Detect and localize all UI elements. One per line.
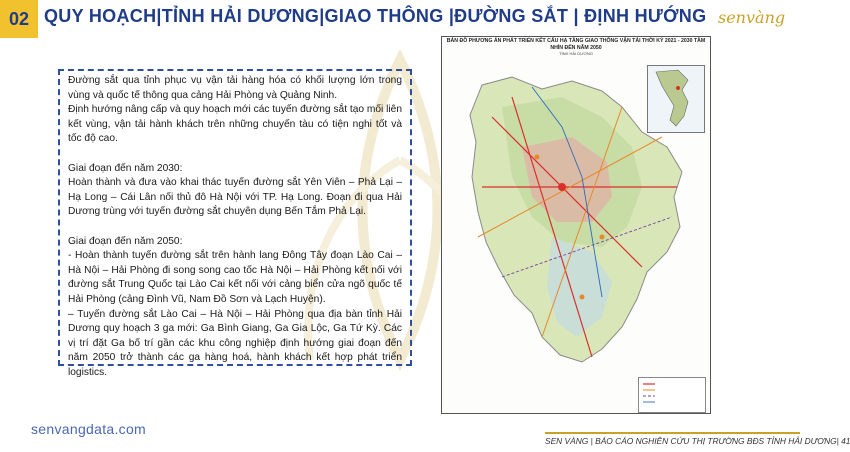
footer-bar	[545, 432, 850, 452]
website-url[interactable]: senvangdata.com	[31, 421, 147, 437]
logo-text: senvàng	[718, 8, 786, 27]
map-title: BẢN ĐỒ PHƯƠNG ÁN PHÁT TRIỂN KẾT CẤU HẠ TẦNG GIAO THÔNG VẬN TẢI THỜI KỲ 2021 - 2030 TẦM NHÌN ĐẾN NĂM 2050	[446, 38, 706, 51]
footer-caption: SEN VÀNG | BÁO CÁO NGHIÊN CỨU THỊ TRƯỜNG BĐS TỈNH HẢI DƯƠNG| 41	[545, 436, 850, 446]
map-legend	[638, 377, 706, 413]
phase-2030-heading: Giai đoạn đến năm 2030:	[68, 162, 183, 174]
phase-2050-item-1: - Hoàn thành tuyến đường sắt trên hành lang Đông Tây đoạn Lào Cai – Hà Nội – Hải Phòng đi song song cao tốc Hà Nội – Hải Phòng kết nối với đường sắt Trung Quốc tại Lào Cai kết nối với cảng biển cửa ngõ quốc tế Hải Phòng (cảng Đình Vũ, Nam Đồ Sơn và Lạch Huyện).	[68, 250, 402, 305]
locator-inset-map	[647, 65, 705, 133]
transport-plan-map	[441, 36, 711, 414]
inset-graphic	[648, 66, 704, 132]
phase-2050-heading: Giai đoạn đến năm 2050:	[68, 235, 183, 247]
map-subtitle: TỈNH HẢI DƯƠNG	[559, 51, 593, 56]
intro-paragraph-1: Đường sắt qua tỉnh phục vụ vận tải hàng hóa có khối lượng lớn trong vùng và quốc tế thông qua cảng Hải Phòng và Quảng Ninh.	[68, 75, 402, 101]
intro-paragraph-2: Định hướng nâng cấp và quy hoạch mới các tuyến đường sắt tạo mối liên kết vùng, vận tải hành khách trên những chuyến tàu có tiện nghi tốt và tốc độ cao.	[68, 104, 402, 145]
slide-header	[0, 0, 800, 38]
slide-title: QUY HOẠCH|TỈNH HẢI DƯƠNG|GIAO THÔNG |ĐƯỜNG SẮT | ĐỊNH HƯỚNG	[44, 6, 707, 26]
section-number-badge: 02	[0, 0, 38, 38]
content-text-box	[58, 69, 412, 378]
senvang-logo	[718, 8, 792, 30]
phase-2050-item-2: – Tuyến đường sắt Lào Cai – Hà Nội – Hải Phòng qua địa bàn tỉnh Hải Dương quy hoạch 3 ga mới: Ga Bình Giang, Ga Gia Lộc, Ga Tứ Kỳ. Các vị trí đặt Ga bố trí gần các khu công nghiệp định hướng giai đoạn đến năm 2050 trở thành các ga hàng hoá, hành khách kết hợp phát triển logistics.	[68, 308, 402, 378]
legend-graphic	[639, 378, 705, 411]
phase-2030-text: Hoàn thành và đưa vào khai thác tuyến đường sắt Yên Viên – Phả Lại – Hạ Long – Cái Lân nối thủ đô Hà Nội với TP. Hạ Long. Đoạn đi qua Hải Dương trùng với tuyến đường sắt chuyên dụng Bến Tắm Phả Lại.	[68, 177, 402, 218]
